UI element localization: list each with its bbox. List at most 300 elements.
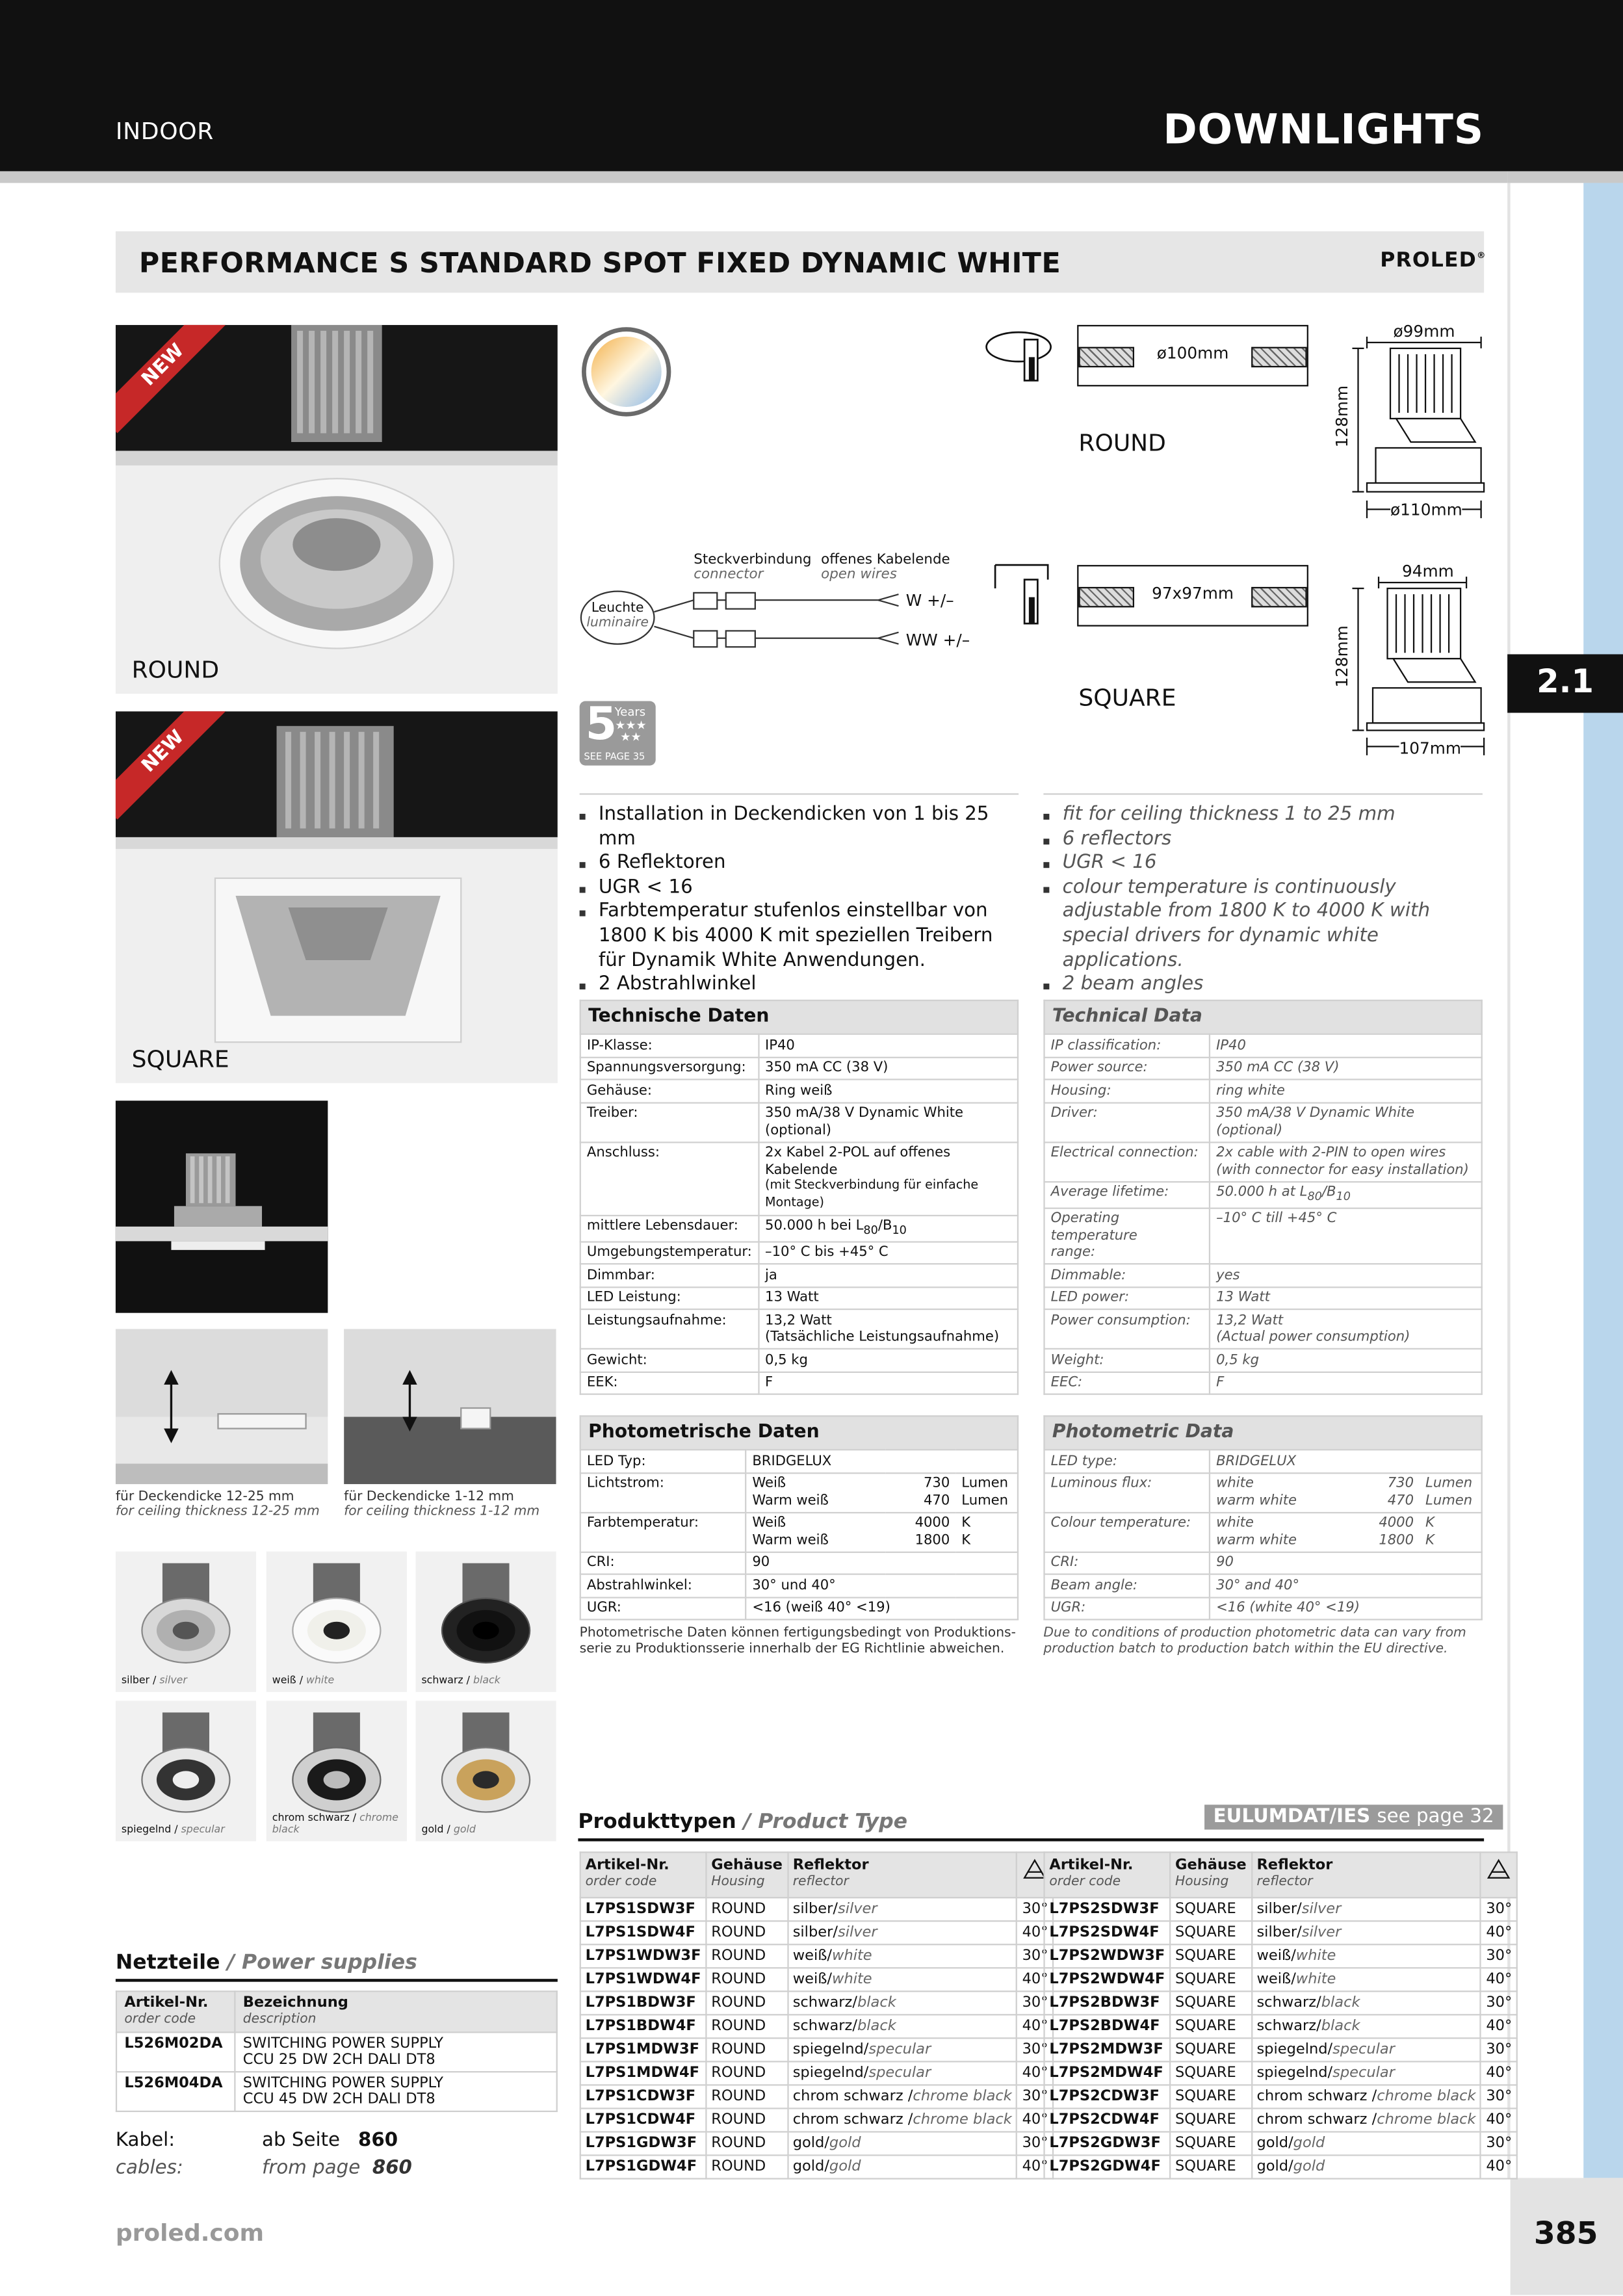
spec-key: Spannungsversorgung: <box>580 1057 759 1080</box>
spec-value: BRIDGELUX <box>1210 1450 1482 1472</box>
table-row[interactable] <box>1045 2155 1518 2178</box>
reflector-de: weiß <box>1256 1971 1292 1988</box>
beam-angle: 30° <box>1481 1944 1517 1968</box>
round-cutout-dim: ø100mm <box>1156 344 1229 363</box>
table-row <box>1045 1310 1482 1350</box>
reflector: spiegelnd/specular <box>1252 2038 1481 2061</box>
divider <box>1043 793 1482 794</box>
feature-item: 2 Abstrahlwinkel <box>580 974 1019 998</box>
beam-angle: 30° <box>1481 1991 1517 2015</box>
order-code: L7PS2BDW4F <box>1045 2015 1171 2038</box>
spec-value <box>746 1472 885 1512</box>
square-profile-icon <box>1334 562 1487 761</box>
finish-en: specular <box>181 1823 225 1836</box>
spec-key: Leistungsaufnahme: <box>580 1310 759 1350</box>
tech-data-en-table <box>1043 1034 1482 1396</box>
spec-value: <16 (white 40° <19) <box>1210 1597 1482 1619</box>
caption-12-25-de: für Deckendicke 12-25 mm <box>115 1490 294 1505</box>
table-row <box>1045 1141 1482 1181</box>
reflector: schwarz/black <box>1252 1991 1481 2015</box>
spec-value: F <box>1210 1372 1482 1395</box>
table-row[interactable] <box>1045 2015 1518 2038</box>
spec-line: K <box>961 1515 971 1532</box>
spec-key: Dimmable: <box>1045 1264 1210 1287</box>
dynamic-white-icon <box>580 325 673 419</box>
reflector: silber/silver <box>788 1921 1017 1944</box>
cables-en <box>116 2154 412 2182</box>
reflector: gold/gold <box>1252 2155 1481 2178</box>
spec-value: 350 mA CC (38 V) <box>759 1057 1018 1080</box>
star-icon: ★★ <box>620 730 642 744</box>
feature-item: colour temperature is continuously adjustable from 1800 K to 4000 K with special drivers for dynamic white applications. <box>1043 876 1482 973</box>
cables-text-de: ab Seite <box>262 2130 341 2152</box>
reflector-de: gold <box>792 2135 825 2152</box>
supply-description <box>235 2032 556 2072</box>
table-row[interactable] <box>116 2072 557 2111</box>
lifetime-sep: /B <box>877 1218 892 1234</box>
reflector-de: silber <box>792 1924 833 1941</box>
finish-gold <box>415 1701 556 1841</box>
round-downlight-illustration <box>116 325 558 694</box>
spec-value: –10° C bis +45° C <box>759 1242 1018 1264</box>
header-de: Artikel-Nr. <box>124 1994 209 2011</box>
reflector-en: gold <box>1293 2135 1325 2152</box>
spec-key: UGR: <box>580 1597 746 1619</box>
finish-black <box>415 1552 556 1692</box>
spec-line: 1800 <box>1379 1532 1414 1548</box>
chapter-tab[interactable]: 2.1 <box>1507 654 1623 712</box>
reflector-en: chrome black <box>1377 2089 1476 2105</box>
spec-value: IP40 <box>1210 1034 1482 1057</box>
round-side-drawing <box>1334 322 1487 524</box>
reflector-en: black <box>857 2018 896 2035</box>
spec-line: 730 <box>1387 1475 1414 1492</box>
spec-unit <box>955 1512 1018 1552</box>
table-row[interactable] <box>580 1991 1054 2015</box>
power-supplies-table <box>116 1990 558 2112</box>
connector-label-de: Steckverbindung <box>694 551 812 568</box>
page-number: 385 <box>1533 2215 1598 2251</box>
spec-line: K <box>1425 1532 1435 1548</box>
housing: SQUARE <box>1170 1898 1251 1921</box>
warranty-see-page: SEE PAGE 35 <box>584 751 645 763</box>
eulumdat-label: EULUMDAT/IES <box>1213 1806 1371 1829</box>
reflector-white-icon <box>266 1552 407 1692</box>
finish-de: chrom schwarz <box>272 1812 350 1824</box>
reflector: gold/gold <box>1252 2132 1481 2155</box>
table-row[interactable] <box>1045 2108 1518 2132</box>
table-row[interactable] <box>580 2155 1054 2178</box>
table-row[interactable] <box>1045 2061 1518 2085</box>
table-row[interactable] <box>1045 1921 1518 1944</box>
order-code: L7PS2GDW3F <box>1045 2132 1171 2155</box>
brand-name: PROLED <box>1380 248 1477 272</box>
table-row <box>1045 1472 1482 1512</box>
spec-line: K <box>961 1532 971 1548</box>
table-header <box>580 1852 1054 1898</box>
beam-angle: 40° <box>1017 2155 1054 2178</box>
reflector: silber/silver <box>788 1898 1017 1921</box>
spec-unit <box>955 1472 1018 1512</box>
reflector-gold-icon <box>415 1701 556 1841</box>
table-row[interactable] <box>580 1898 1054 1921</box>
header-en: reflector <box>1256 1875 1313 1890</box>
header-de: Gehäuse <box>711 1857 783 1874</box>
cables-page[interactable]: 860 <box>358 2130 398 2152</box>
spec-line: 2x Kabel 2-POL auf offenes Kabelende <box>765 1144 951 1178</box>
finish-caption: schwarz / black <box>421 1674 500 1686</box>
photo-installed <box>116 1101 328 1312</box>
brand-mark: ® <box>1477 250 1487 261</box>
housing: SQUARE <box>1170 2155 1251 2178</box>
spec-line: 730 <box>923 1475 950 1492</box>
beam-angle: 30° <box>1481 2132 1517 2155</box>
spec-key: Farbtemperatur: <box>580 1512 746 1552</box>
supply-line: CCU 45 DW 2CH DALI DT8 <box>242 2091 435 2108</box>
lifetime-sub: 10 <box>1336 1190 1351 1203</box>
reflector: weiß/white <box>788 1968 1017 1991</box>
reflector-de: weiß <box>1256 1948 1292 1964</box>
photometric-de-table <box>580 1449 1019 1620</box>
caption-12-25 <box>116 1490 320 1519</box>
spec-value <box>759 1141 1018 1215</box>
reflector-en: white <box>1295 1948 1336 1964</box>
housing: SQUARE <box>1170 2015 1251 2038</box>
spec-line: (with connector for easy installation) <box>1216 1161 1469 1178</box>
spec-key: Weight: <box>1045 1350 1210 1372</box>
order-code: L7PS2GDW4F <box>1045 2155 1171 2178</box>
spec-value: F <box>759 1372 1018 1395</box>
header-en: order code <box>124 2012 196 2028</box>
table-row <box>580 1034 1018 1057</box>
features-en <box>1043 803 1482 998</box>
table-row <box>580 1574 1018 1597</box>
reflector-en: silver <box>1301 1924 1342 1941</box>
order-code: L7PS2MDW4F <box>1045 2061 1171 2085</box>
spec-key: Power consumption: <box>1045 1310 1210 1350</box>
reflector-de: silber <box>792 1901 833 1918</box>
cables-de <box>116 2127 398 2155</box>
reflector-en: chrome black <box>1377 2112 1476 2128</box>
table-row[interactable] <box>1045 1968 1518 1991</box>
table-row[interactable] <box>580 2038 1054 2061</box>
table-row <box>580 1287 1018 1310</box>
reflector-de: silber <box>1256 1901 1297 1918</box>
spec-key: Umgebungstemperatur: <box>580 1242 759 1264</box>
spec-line: 470 <box>923 1492 950 1509</box>
housing: SQUARE <box>1170 1968 1251 1991</box>
spec-number <box>885 1472 955 1512</box>
spec-line: 1800 <box>915 1532 950 1548</box>
reflector-en: black <box>857 1994 896 2011</box>
spec-value <box>746 1512 885 1552</box>
table-row <box>1045 1102 1482 1141</box>
power-supplies-title-de: Netzteile <box>115 1951 220 1975</box>
reflector-en: silver <box>1301 1901 1342 1918</box>
spec-value: <16 (weiß 40° <19) <box>746 1597 1018 1619</box>
divider <box>580 793 1019 794</box>
cables-page[interactable]: 860 <box>372 2157 412 2180</box>
table-row[interactable] <box>580 2061 1054 2085</box>
table-row[interactable] <box>1045 2038 1518 2061</box>
table-row[interactable] <box>580 1921 1054 1944</box>
table-row[interactable] <box>1045 2132 1518 2155</box>
table-row[interactable] <box>580 2108 1054 2132</box>
housing: ROUND <box>706 1991 787 2015</box>
finish-silver <box>116 1552 256 1692</box>
spec-line: Lumen <box>961 1492 1009 1509</box>
feature-item: Farbtemperatur stufenlos einstellbar von 1800 K bis 4000 K mit speziellen Treibern für Dynamik White Anwendungen. <box>580 901 1019 974</box>
spec-value: ring white <box>1210 1080 1482 1102</box>
housing: SQUARE <box>1170 2038 1251 2061</box>
spec-key: Power source: <box>1045 1057 1210 1080</box>
housing: ROUND <box>706 1921 787 1944</box>
reflector-de: weiß <box>792 1948 827 1964</box>
product-table <box>580 1851 1054 2179</box>
finish-white <box>266 1552 407 1692</box>
spec-line: warm white <box>1216 1532 1297 1548</box>
reflector-de: chrom schwarz <box>792 2089 908 2105</box>
table-row <box>1045 1512 1482 1552</box>
order-code: L7PS1CDW4F <box>580 2108 707 2132</box>
photometric-de <box>580 1415 1019 1658</box>
beam-angle: 30° <box>1017 2132 1054 2155</box>
housing: ROUND <box>706 2085 787 2108</box>
table-row[interactable] <box>580 2132 1054 2155</box>
housing: ROUND <box>706 2155 787 2178</box>
open-wires-label-en: open wires <box>821 566 897 583</box>
spec-key: EEK: <box>580 1372 759 1395</box>
photo-thickness-1-12 <box>344 1329 556 1484</box>
finish-de: weiß <box>272 1674 296 1686</box>
table-row[interactable] <box>1045 1898 1518 1921</box>
reflector-en: white <box>832 1971 872 1988</box>
lifetime-sub: 10 <box>892 1223 907 1237</box>
finish-specular <box>116 1701 256 1841</box>
spec-value: 13 Watt <box>759 1287 1018 1310</box>
order-code: L7PS2WDW4F <box>1045 1968 1171 1991</box>
finish-caption: gold / gold <box>421 1823 476 1836</box>
spec-value <box>1210 1141 1482 1181</box>
luminaire-label-en: luminaire <box>586 616 649 631</box>
reflector: schwarz/black <box>788 1991 1017 2015</box>
beam-angle: 30° <box>1017 2085 1054 2108</box>
spec-key: Beam angle: <box>1045 1574 1210 1597</box>
finish-caption: spiegelnd / specular <box>121 1823 225 1836</box>
col-housing <box>706 1852 787 1898</box>
power-supplies-rule <box>116 1979 558 1981</box>
reflector: spiegelnd/specular <box>788 2038 1017 2061</box>
table-row[interactable] <box>1045 1944 1518 1968</box>
reflector-en: specular <box>868 2065 931 2081</box>
reflector-de: spiegelnd <box>1256 2041 1328 2058</box>
col-angle <box>1481 1852 1517 1898</box>
product-types-title <box>578 1810 907 1834</box>
spec-value: 0,5 kg <box>1210 1350 1482 1372</box>
eulumdat-link[interactable] <box>1204 1805 1503 1829</box>
beam-angle: 40° <box>1017 2108 1054 2132</box>
beam-angle: 40° <box>1481 1921 1517 1944</box>
finish-caption: chrom schwarz / chrome black <box>272 1812 398 1836</box>
reflector-en: specular <box>1332 2041 1396 2058</box>
product-types-title-de: Produkttypen <box>578 1810 736 1834</box>
spec-line: warm white <box>1216 1492 1297 1509</box>
feature-item: fit for ceiling thickness 1 to 25 mm <box>1043 803 1482 828</box>
reflector-de: schwarz <box>1256 1994 1317 2011</box>
spec-line: Lumen <box>961 1475 1009 1492</box>
reflector-en: chrome black <box>913 2089 1012 2105</box>
order-code: L7PS1SDW4F <box>580 1921 707 1944</box>
order-code: L7PS1MDW4F <box>580 2061 707 2085</box>
table-row <box>1045 1208 1482 1264</box>
table-row[interactable] <box>1045 1991 1518 2015</box>
reflector-de: spiegelnd <box>1256 2065 1328 2081</box>
spec-value: BRIDGELUX <box>746 1450 1018 1472</box>
finish-chrome-black <box>266 1701 407 1841</box>
order-code: L7PS2WDW3F <box>1045 1944 1171 1968</box>
feature-item: 2 beam angles <box>1043 974 1482 998</box>
reflector-de: schwarz <box>792 2018 853 2035</box>
spec-key: mittlere Lebensdauer: <box>580 1215 759 1242</box>
table-row[interactable] <box>1045 2085 1518 2108</box>
feature-item: UGR < 16 <box>1043 852 1482 876</box>
table-row <box>1045 1264 1482 1287</box>
spec-value: 30° und 40° <box>746 1574 1018 1597</box>
new-badge: NEW <box>116 325 231 434</box>
table-row[interactable] <box>580 2015 1054 2038</box>
table-row <box>580 1264 1018 1287</box>
housing: ROUND <box>706 1968 787 1991</box>
warranty-badge <box>580 698 656 766</box>
spec-key <box>1045 1208 1210 1264</box>
supply-line: SWITCHING POWER SUPPLY <box>242 2035 443 2052</box>
table-row <box>580 1472 1018 1512</box>
product-table-square <box>1043 1851 1513 2179</box>
table-row <box>580 1310 1018 1350</box>
col-code <box>580 1852 707 1898</box>
table-row <box>1045 1287 1482 1310</box>
luminaire-label-de: Leuchte <box>591 601 644 616</box>
housing: SQUARE <box>1170 1944 1251 1968</box>
reflector-en: chrome black <box>913 2112 1012 2128</box>
beam-angle: 40° <box>1481 2108 1517 2132</box>
reflector-de: schwarz <box>792 1994 853 2011</box>
wiring-diagram <box>580 551 1004 668</box>
reflector-en: black <box>1321 1994 1360 2011</box>
spec-value <box>1210 1181 1482 1208</box>
finish-de: silber <box>121 1674 150 1686</box>
spec-key: Colour temperature: <box>1045 1512 1210 1552</box>
beam-angle: 30° <box>1481 2038 1517 2061</box>
beam-angle: 30° <box>1017 1991 1054 2015</box>
table-row[interactable] <box>580 1944 1054 1968</box>
order-code: L7PS2BDW3F <box>1045 1991 1171 2015</box>
header-de: Artikel-Nr. <box>585 1857 669 1874</box>
beam-angle: 40° <box>1481 1968 1517 1991</box>
order-code: L7PS1CDW3F <box>580 2085 707 2108</box>
reflector-en: silver <box>837 1901 877 1918</box>
reflector-de: gold <box>1256 2159 1289 2175</box>
reflector: chrom schwarz /chrome black <box>788 2108 1017 2132</box>
thickness-12-25-illustration <box>116 1329 328 1484</box>
beam-angle-icon <box>1487 1857 1511 1881</box>
housing: ROUND <box>706 2015 787 2038</box>
brand-logo <box>1380 249 1486 272</box>
footer-site[interactable]: proled.com <box>115 2219 265 2247</box>
caption-12-25-en: for ceiling thickness 12-25 mm <box>115 1504 320 1520</box>
finish-en: white <box>306 1674 335 1686</box>
product-title: PERFORMANCE S STANDARD SPOT FIXED DYNAMIC WHITE <box>138 247 1061 280</box>
housing: SQUARE <box>1170 2061 1251 2085</box>
photometric-en-title: Photometric Data <box>1043 1415 1482 1449</box>
spec-value: 0,5 kg <box>759 1350 1018 1372</box>
reflector-de: spiegelnd <box>792 2065 864 2081</box>
beam-angle: 40° <box>1481 2061 1517 2085</box>
tech-data-de-table <box>580 1034 1019 1396</box>
lifetime-value: 50.000 h bei L <box>765 1218 864 1234</box>
spec-key: Gehäuse: <box>580 1080 759 1102</box>
table-row[interactable] <box>580 1968 1054 1991</box>
header-de: Reflektor <box>1256 1857 1333 1874</box>
reflector-black-icon <box>415 1552 556 1692</box>
table-row <box>1045 1057 1482 1080</box>
spec-line: (Tatsächliche Leistungsaufnahme) <box>765 1329 1000 1346</box>
photo-square <box>116 711 558 1083</box>
spec-unit <box>1420 1472 1482 1512</box>
header-divider-right <box>1507 171 1623 183</box>
photometric-note-de: Photometrische Daten können fertigungsbedingt von Produktions-serie zu Produktionsserie innerhalb der EG Richtlinie abweichen. <box>579 1626 1016 1657</box>
spec-value: ja <box>759 1264 1018 1287</box>
housing: SQUARE <box>1170 2108 1251 2132</box>
housing: SQUARE <box>1170 1921 1251 1944</box>
tech-data-en <box>1043 1000 1482 1396</box>
spec-line: 2x cable with 2-PIN to open wires <box>1216 1144 1446 1161</box>
spec-key: Lichtstrom: <box>580 1472 746 1512</box>
reflector: gold/gold <box>788 2155 1017 2178</box>
reflector-de: chrom schwarz <box>792 2112 908 2128</box>
lifetime-value: 50.000 h at L <box>1216 1184 1308 1201</box>
reflector: weiß/white <box>1252 1944 1481 1968</box>
table-row <box>1045 1552 1482 1574</box>
caption-1-12-de: für Deckendicke 1-12 mm <box>344 1490 514 1505</box>
table-row[interactable] <box>116 2032 557 2072</box>
square-label: SQUARE <box>131 1045 229 1073</box>
table-row[interactable] <box>580 2085 1054 2108</box>
order-code: L7PS1BDW3F <box>580 1991 707 2015</box>
supply-description <box>235 2072 556 2111</box>
reflector: gold/gold <box>788 2132 1017 2155</box>
spec-value <box>759 1310 1018 1350</box>
beam-angle: 30° <box>1481 2085 1517 2108</box>
spec-value <box>759 1215 1018 1242</box>
spec-key: UGR: <box>1045 1597 1210 1619</box>
product-types-title-en: / Product Type <box>743 1810 908 1834</box>
spec-value: 350 mA/38 V Dynamic White (optional) <box>759 1102 1018 1141</box>
reflector-de: chrom schwarz <box>1256 2089 1372 2105</box>
open-wires-label-de: offenes Kabelende <box>821 551 950 568</box>
reflector-en: gold <box>829 2135 861 2152</box>
header-de: Gehäuse <box>1175 1857 1247 1874</box>
square-ceiling-icon <box>993 559 1057 635</box>
square-height-dim: 128mm <box>1332 625 1352 688</box>
col-description <box>235 1991 556 2032</box>
spec-line: range: <box>1050 1244 1096 1261</box>
connector-label <box>694 553 811 582</box>
lifetime-sep: /B <box>1321 1184 1336 1201</box>
spec-key: LED type: <box>1045 1450 1210 1472</box>
table-row <box>1045 1372 1482 1395</box>
table-header <box>116 1991 557 2032</box>
